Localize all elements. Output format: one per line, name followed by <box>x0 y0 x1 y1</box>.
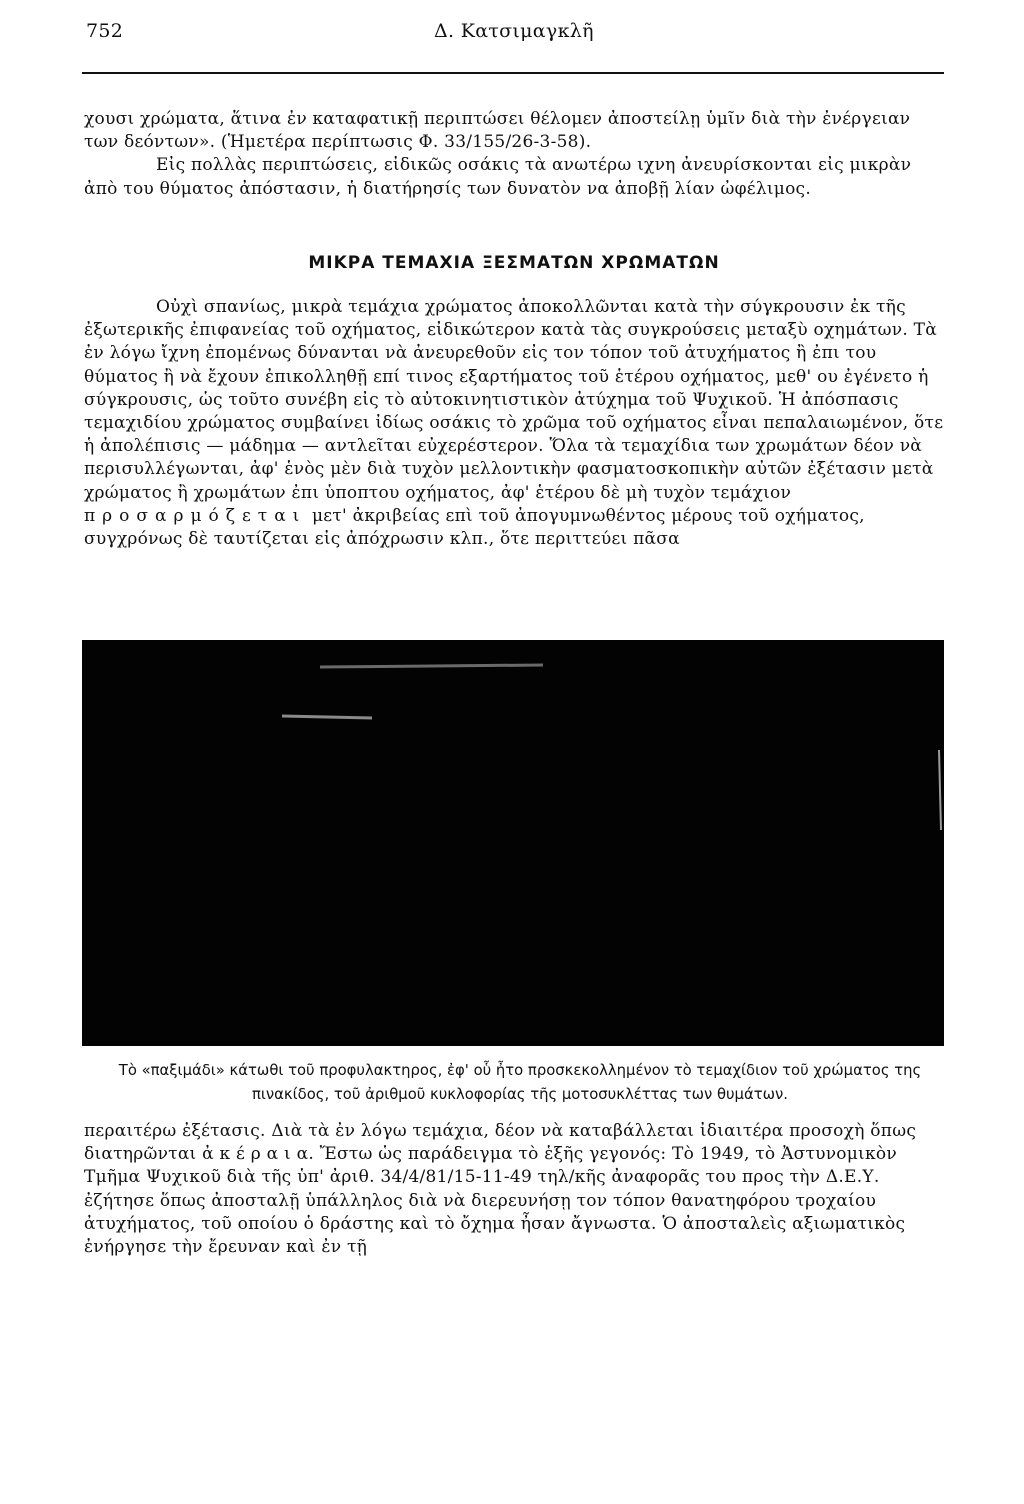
second-paragraph: Εἰς πολλὰς περιπτώσεις, εἰδικῶς οσάκις τὰ ανωτέρω ιχνη ἀνευρίσκονται εἰς μικρὰν ἀπὸ του θύματος ἀπόστασιν, ἡ διατήρησίς των δυνατὸν να ἀποβῇ λίαν ὠφέλιμος. <box>84 155 912 199</box>
photograph-lower <box>82 920 944 1046</box>
section-text-part-2: μετ' ἀκριβείας επὶ τοῦ ἀπογυμνωθέντος μέρους τοῦ οχήματος, συγχρόνως δὲ ταυτίζεται εἰς ἀπόχρωσιν κλπ., ὅτε περιττεύει πᾶσα <box>84 505 865 550</box>
page-number: 752 <box>86 20 124 42</box>
header-rule <box>82 72 944 74</box>
closing-paragraph: περαιτέρω ἐξέτασις. Διὰ τὰ ἐν λόγω τεμάχια, δέον νὰ καταβάλλεται ἰδιαιτέρα προσοχὴ ὅπως διατηρῶνται ἀ κ έ ρ α ι α. Ἔστω ὡς παράδειγμα τὸ ἑξῆς γεγονός: Τὸ 1949, τὸ Ἀστυνομικὸν Τμῆμα Ψυχικοῦ διὰ τῆς ὑπ' ἀριθ. 34/4/81/15-11-49 τηλ/κῆς ἀναφορᾶς του προς τὴν Δ.Ε.Υ. ἐζήτησε ὅπως ἀποσταλῇ ὑπάλληλος διὰ νὰ διερευνήσῃ τον τόπον θανατηφόρου τροχαίου ἀτυχήματος, τοῦ οποίου ὁ δράστης καὶ τὸ ὄχημα ἦσαν ἄγνωστα. Ὁ ἀποσταλεὶς αξιωματικὸς ἐνήργησε τὴν ἔρευναν καὶ ἐν τῇ <box>84 1121 917 1258</box>
spaced-word: προσαρμόζεται <box>84 505 307 526</box>
photo-highlight-top <box>320 665 543 667</box>
figure-caption: Τὸ «παξιμάδι» κάτωθι τοῦ προφυλακτηρος, ἐφ' οὗ ἦτο προσκεκολλημένον τὸ τεμαχίδιον τοῦ χρώματος της πινακίδος, τοῦ ἀριθμοῦ κυκλοφορίας τῆς μοτοσυκλέττας των θυμάτων. <box>118 1062 922 1103</box>
running-title-author: Δ. Κατσιμαγκλῆ <box>434 20 594 42</box>
photo-upper-dark-area <box>82 640 944 920</box>
photo-highlight-middle <box>282 716 372 718</box>
photograph <box>82 640 944 920</box>
section-text-part-1: Οὐχὶ σπανίως, μικρὰ τεμάχια χρώματος ἀποκολλῶνται κατὰ τὴν σύγκρουσιν ἐκ τῆς ἐξωτερικῆς ἐπιφανείας τοῦ οχήματος, εἰδικώτερον κατὰ τὰς συγκρούσεις μεταξὺ οχημάτων. Τὰ ἐν λόγω ἴχνη ἐπομένως δύνανται νὰ ἀνευρεθοῦν εἰς τον τόπον τοῦ ἀτυχήματος ἢ ἐπι του θύματος ἢ νὰ ἔχουν ἐπικολληθῇ επί τινος εξαρτήματος τοῦ ἑτέρου οχήματος, μεθ' ου ἐγένετο ἡ σύγκρουσις, ὡς τοῦτο συνέβη εἰς τὸ αὐτοκινητιστικὸν ἀτύχημα τοῦ Ψυχικοῦ. Ἡ ἀπόσπασις τεμαχιδίου χρώματος συμβαίνει ἰδίως οσάκις τὸ χρῶμα τοῦ οχήματος εἶναι πεπαλαιωμένον, ὅτε ἡ ἀπολέπισις — μάδημα — αντλεῖται εὐχερέστερον. Ὅλα τὰ τεμαχίδια των χρωμάτων δέον νὰ περισυλλέγωνται, ἀφ' ἑνὸς μὲν διὰ τυχὸν μελλοντικὴν φασματοσκοπικὴν αὐτῶν ἐξέτασιν μετὰ χρώματος ἢ χρωμάτων ἐπι ὑποπτου οχήματος, ἀφ' ἑτέρου δὲ μὴ τυχὸν τεμάχιον <box>84 297 944 503</box>
page-header <box>84 14 944 48</box>
opening-paragraph: χουσι χρώματα, ἅτινα ἐν καταφατικῇ περιπτώσει θέλομεν ἀποστείλῃ ὑμῖν διὰ τὴν ἐνέργειαν των δεόντων». (Ἡμετέρα περίπτωσις Φ. 33/155/26-3-58). <box>84 109 911 153</box>
section-paragraph <box>84 296 944 551</box>
section-body <box>84 296 944 551</box>
opening-text <box>84 108 944 201</box>
closing-text <box>84 1120 944 1259</box>
section-heading: ΜΙΚΡΑ ΤΕΜΑΧΙΑ ΞΕΣΜΑΤΩΝ ΧΡΩΜΑΤΩΝ <box>308 253 720 273</box>
